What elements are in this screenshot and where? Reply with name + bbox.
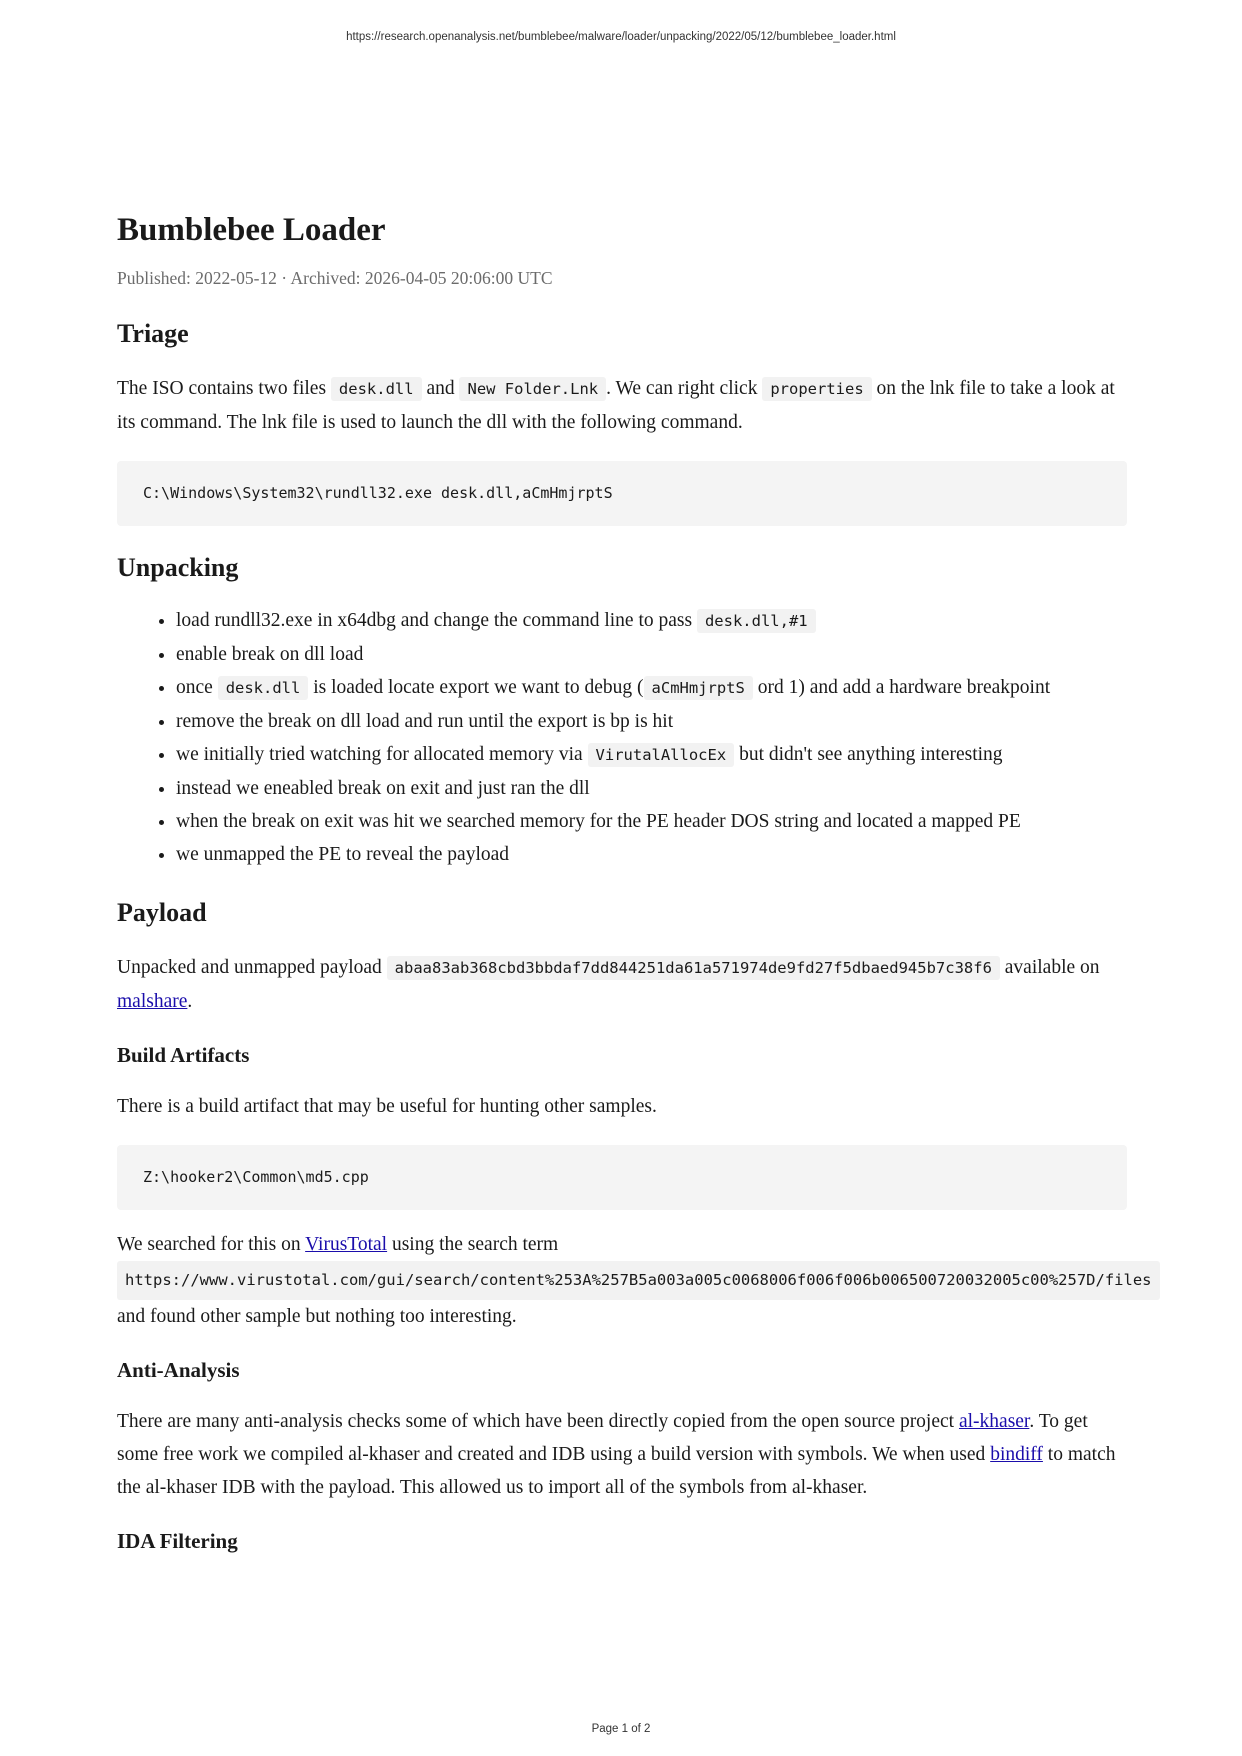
inline-code: aCmHmjrptS — [644, 676, 753, 700]
list-item: • once desk.dll is loaded locate export we want to debug ( aCmHmjrptS ord 1) and add a hardware breakpoint — [176, 671, 1127, 705]
heading-payload: Payload — [117, 898, 207, 927]
page-number: Page 1 of 2 — [591, 1723, 651, 1735]
list-item: • remove the break on dll load and run until the export is bp is hit — [176, 705, 1127, 738]
payload-hash: abaa83ab368cbd3bbdaf7dd844251da61a571974de9fd27f5dbaed945b7c38f6 — [387, 956, 1000, 980]
virustotal-link[interactable]: VirusTotal — [305, 1234, 388, 1255]
page-title: Bumblebee Loader — [117, 212, 386, 248]
anti-analysis-paragraph: There are many anti-analysis checks some of which have been directly copied from the open source project al-khaser. To get some free work we compiled al-khaser and created and IDB using a build version with symbols. We when used bindiff to match the al-khaser IDB with the payload. This allowed us to import all of the symbols from al-khaser. — [117, 1411, 1116, 1498]
heading-ida-filtering: IDA Filtering — [117, 1529, 238, 1553]
al-khaser-link[interactable]: al-khaser — [958, 1411, 1030, 1432]
page-url-header: https://research.openanalysis.net/bumblebee/malware/loader/unpacking/2022/05/12/bumblebee_loader.html — [346, 31, 896, 43]
list-item: • enable break on dll load — [176, 638, 1127, 671]
build-artifacts-paragraph: There is a build artifact that may be useful for hunting other samples. — [117, 1096, 657, 1117]
bindiff-link[interactable]: bindiff — [990, 1444, 1043, 1465]
inline-code: desk.dll — [331, 377, 422, 401]
list-item: • instead we eneabled break on exit and just ran the dll — [176, 772, 1127, 805]
inline-code: desk.dll,#1 — [697, 609, 816, 633]
virustotal-search-term: https://www.virustotal.com/gui/search/content%253A%257B5a003a005c0068006f006f006b006500720032005c00%257D/files — [117, 1261, 1160, 1300]
heading-unpacking: Unpacking — [117, 553, 239, 582]
code-block-artifact: Z:\hooker2\Common\md5.cpp — [117, 1145, 1127, 1210]
list-item: • we initially tried watching for allocated memory via VirutalAllocEx but didn't see anything interesting — [176, 738, 1127, 772]
list-item: • when the break on exit was hit we searched memory for the PE header DOS string and located a mapped PE — [176, 805, 1127, 838]
list-item: • load rundll32.exe in x64dbg and change the command line to pass desk.dll,#1 — [176, 604, 1127, 638]
payload-paragraph: Unpacked and unmapped payload abaa83ab368cbd3bbdaf7dd844251da61a571974de9fd27f5dbaed945b7c38f6 available on malshare. — [117, 957, 1100, 1012]
inline-code: desk.dll — [218, 676, 309, 700]
inline-code: VirutalAllocEx — [588, 743, 735, 767]
list-item: • we unmapped the PE to reveal the payload — [176, 838, 1127, 871]
malshare-link[interactable]: malshare — [117, 991, 188, 1012]
inline-code: properties — [762, 377, 871, 401]
code-block-command: C:\Windows\System32\rundll32.exe desk.dll,aCmHmjrptS — [117, 461, 1127, 526]
unpacking-list — [117, 604, 1127, 871]
triage-paragraph: The ISO contains two files desk.dll and New Folder.Lnk . We can right click properties on the lnk file to take a look at its command. The lnk file is used to launch the dll with the following command. — [117, 378, 1115, 433]
virustotal-paragraph: We searched for this on VirusTotal using the search term https://www.virustotal.com/gui/search/content%253A%257B5a003a005c0068006f006f006b006500720032005c00%257D/files and found other sample but nothing too interesting. — [117, 1228, 1127, 1333]
heading-build-artifacts: Build Artifacts — [117, 1043, 250, 1067]
heading-triage: Triage — [117, 319, 189, 348]
inline-code: New Folder.Lnk — [459, 377, 606, 401]
article-meta: Published: 2022-05-12 · Archived: 2026-04-05 20:06:00 UTC — [117, 268, 553, 288]
article — [117, 200, 1152, 1558]
heading-anti-analysis: Anti-Analysis — [117, 1358, 240, 1382]
